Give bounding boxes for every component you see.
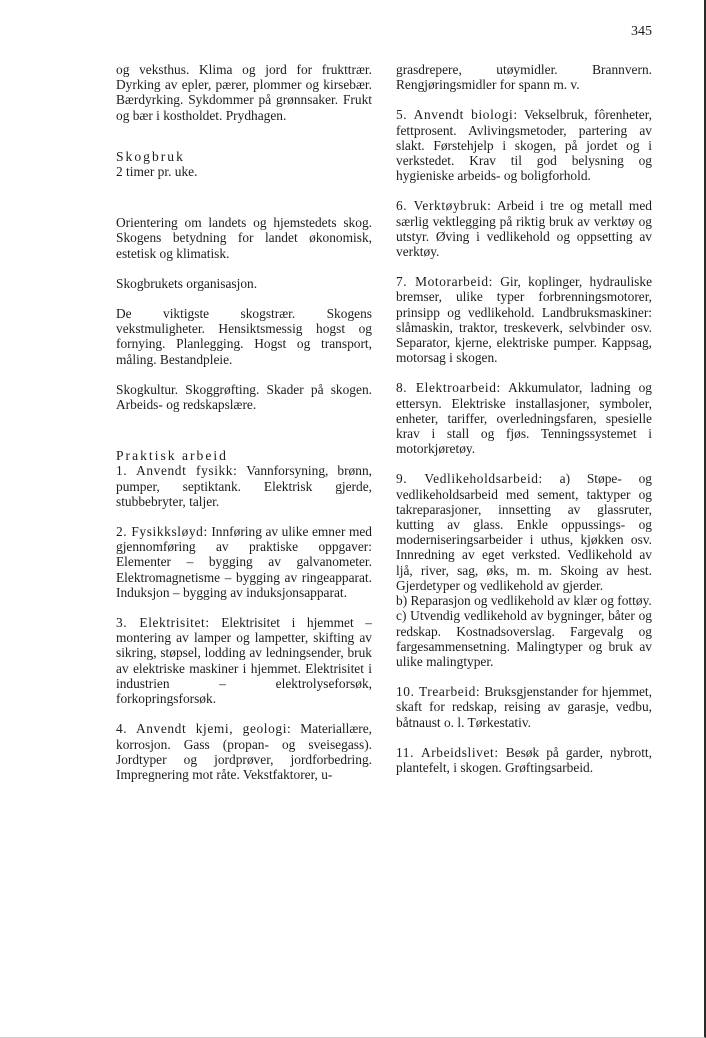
skogbruk-section <box>116 149 372 179</box>
item-heading: 4. Anvendt kjemi, geologi: <box>116 721 292 737</box>
item-text: Materiallære, korrosjon. Gass (propan- og sveisegass). Jordtyper og jordprøver, jordforbedring. Impregnering mot råte. Vekstfaktorer, u- <box>116 721 373 782</box>
item-text: Innføring av ulike emner med gjennomføring av praktiske oppgaver: Elementer – bygging av galvanometer. Elektromagnetisme – bygging av ringeapparat. Induksjon – bygging av induksjonsapparat. <box>116 524 372 600</box>
page-number: 345 <box>631 24 652 39</box>
item-part-b: b) Reparasjon og vedlikehold av klær og fottøy. <box>396 593 652 609</box>
list-item <box>396 107 652 183</box>
item-heading: 8. Elektroarbeid: <box>396 380 501 396</box>
list-item <box>116 721 372 782</box>
item-text: Vekselbruk, fôrenheter, fettprosent. Avlivingsmetoder, partering av slakt. Førstehjelp i skogen, på jordet og i verkstedet. Krav til god belysning og hygieniske arbeids- og boligforhold. <box>396 107 652 184</box>
right-column <box>396 62 652 790</box>
item-text: Elektrisitet i hjemmet – montering av lamper og lampetter, skifting av sikring, støpsel, lodding av ledningsender, bruk av elektriske maskiner i hjemmet. Elektrisitet i industrien – elektrolyseforsøk, forkopringsforsøk. <box>116 615 372 707</box>
list-item-9 <box>396 471 652 669</box>
item-text: Vannforsyning, brønn, pumper, septiktank. Elektrisk gjerde, stubbebryter, taljer. <box>116 463 372 509</box>
continuation-paragraph: grasdrepere, utøymidler. Brannvern. Rengjøringsmidler for spann m. v. <box>396 62 652 93</box>
list-item <box>116 463 372 509</box>
hours-note: 2 timer pr. uke. <box>116 164 198 180</box>
item-text: Besøk på garder, nybrott, plantefelt, i skogen. Grøftingsarbeid. <box>396 744 653 775</box>
item-text: Bruksgjenstander for hjemmet, skaft for redskap, reising av garasje, vedbu, båtnaust o. l. Tørkestativ. <box>396 684 652 730</box>
list-item <box>396 198 652 259</box>
praktisk-section <box>116 448 372 782</box>
item-text: Akkumulator, ladning og ettersyn. Elektriske installasjoner, symboler, enheter, tariffer, overledningsfaren, spesielle krav i stall og fjøs. Tenningssystemet i motorkjøretøy. <box>396 380 653 457</box>
section-heading-praktisk: Praktisk arbeid <box>116 448 228 464</box>
list-item <box>116 615 372 706</box>
intro-paragraph: og veksthus. Klima og jord for frukttrær. Dyrking av epler, pærer, plommer og kirsebær. Bærdyrking. Sykdommer på grønnsaker. Frukt og bær i kostholdet. Prydhagen. <box>116 62 372 123</box>
left-column <box>116 62 372 797</box>
item-text: Gir, koplinger, hydrauliske bremser, ulike typer forbrenningsmotorer, prinsipp og vedlikehold. Landbruksmaskiner: slåmaskin, traktor, treskeverk, selvbinder osv. Separator, kjerne, elektriske pumper. Kappsag, motorsag i skogen. <box>396 274 653 366</box>
list-item <box>396 745 652 775</box>
skogbruk-paragraph: Orientering om landets og hjemstedets skog. Skogens betydning for landet økonomisk, estetisk og klimatisk. <box>116 215 372 261</box>
item-heading: 7. Motorarbeid: <box>396 274 493 290</box>
skogbruk-paragraph: De viktigste skogstrær. Skogens vekstmuligheter. Hensiktsmessig hogst og fornying. Planlegging. Hogst og transport, måling. Bestandpleie. <box>116 306 372 367</box>
item-heading: 5. Anvendt biologi: <box>396 107 518 123</box>
section-heading-skogbruk: Skogbruk <box>116 148 185 164</box>
skogbruk-paragraph: Skogbrukets organisasjon. <box>116 275 258 291</box>
item-heading: 2. Fysikksløyd: <box>116 524 208 540</box>
item-text: a) Støpe- og vedlikeholdsarbeid med sement, taktyper og takreparasjoner, innsetting av glassruter, kutting av glass. Enkle oppussings- og moderniseringsarbeider i uthus, kjøkken osv. Innredning av eget verksted. Vedlikehold av ljå, river, sag, øks, m. m. Skoing av hest. Gjerdetyper og vedlikehold av gjerder. <box>396 471 652 593</box>
list-item <box>396 274 652 365</box>
item-heading: 6. Verktøybruk: <box>396 198 492 214</box>
item-heading: 3. Elektrisitet: <box>116 615 210 631</box>
item-heading: 9. Vedlikeholdsarbeid: <box>396 471 543 487</box>
skogbruk-paragraph: Skogkultur. Skoggrøfting. Skader på skogen. Arbeids- og redskapslære. <box>116 381 372 413</box>
list-item <box>396 684 652 730</box>
item-heading: 1. Anvendt fysikk: <box>116 463 238 479</box>
list-item <box>396 380 652 456</box>
item-text: Arbeid i tre og metall med særlig vektlegging på riktig bruk av verktøy og utstyr. Øving i vedlikehold og oppsetting av verktøy. <box>396 198 652 260</box>
item-part-a <box>396 471 652 593</box>
list-item <box>116 524 372 600</box>
item-part-c: c) Utvendig vedlikehold av bygninger, båter og redskap. Kostnadsoverslag. Fargevalg og fargesammensetning. Malingtyper og bruk av ulike malingtyper. <box>396 608 652 669</box>
item-heading: 11. Arbeidslivet: <box>396 744 499 760</box>
item-heading: 10. Trearbeid: <box>396 684 481 700</box>
